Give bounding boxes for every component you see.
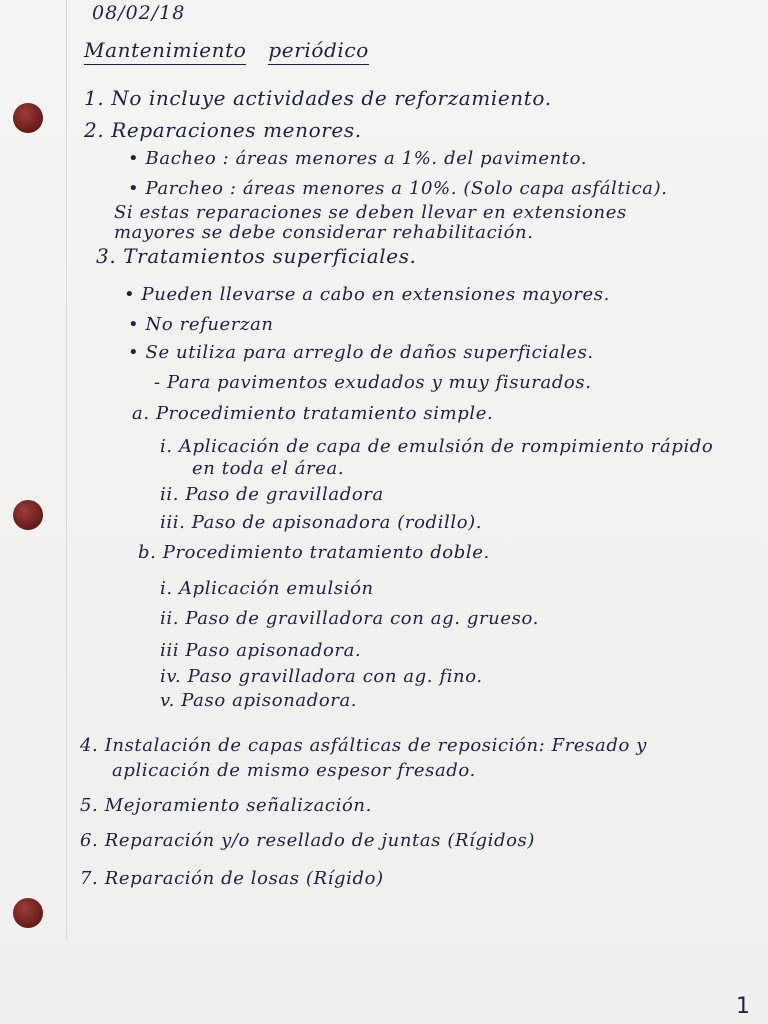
note-line: 6. Reparación y/o resellado de juntas (Rígidos)	[80, 830, 535, 851]
title-word: Mantenimiento	[84, 38, 246, 65]
margin-line	[66, 0, 67, 940]
note-line: ii. Paso de gravilladora con ag. grueso.	[160, 608, 539, 629]
page-number: 1	[736, 994, 750, 1019]
note-line: i. Aplicación de capa de emulsión de rompimiento rápido	[160, 436, 714, 457]
binder-hole	[13, 103, 43, 133]
note-line: • No refuerzan	[128, 314, 274, 335]
note-line: mayores se debe considerar rehabilitación.	[114, 222, 534, 243]
note-line: 5. Mejoramiento señalización.	[80, 795, 372, 816]
note-line: i. Aplicación emulsión	[160, 578, 374, 599]
date: 08/02/18	[92, 2, 186, 24]
note-line: 1. No incluye actividades de reforzamiento.	[84, 86, 552, 110]
note-line: iv. Paso gravilladora con ag. fino.	[160, 666, 483, 687]
title-word: periódico	[268, 38, 368, 65]
note-line: • Se utiliza para arreglo de daños superficiales.	[128, 342, 594, 363]
note-line: a. Procedimiento tratamiento simple.	[132, 403, 494, 424]
note-line: 7. Reparación de losas (Rígido)	[80, 868, 384, 889]
note-line: • Pueden llevarse a cabo en extensiones mayores.	[124, 284, 610, 305]
note-line: iii Paso apisonadora.	[160, 640, 362, 661]
note-line: 3. Tratamientos superficiales.	[96, 244, 417, 268]
note-line: en toda el área.	[192, 458, 345, 479]
page-title	[84, 38, 369, 62]
note-line: v. Paso apisonadora.	[160, 690, 358, 711]
note-line: iii. Paso de apisonadora (rodillo).	[160, 512, 483, 533]
note-line: 2. Reparaciones menores.	[84, 118, 362, 142]
note-line: b. Procedimiento tratamiento doble.	[138, 542, 490, 563]
binder-hole	[13, 898, 43, 928]
note-line: Si estas reparaciones se deben llevar en extensiones	[114, 202, 627, 223]
note-line: aplicación de mismo espesor fresado.	[112, 760, 476, 781]
binder-hole	[13, 500, 43, 530]
note-line: • Bacheo : áreas menores a 1%. del pavimento.	[128, 148, 588, 169]
note-line: 4. Instalación de capas asfálticas de reposición: Fresado y	[80, 735, 648, 756]
note-line: ii. Paso de gravilladora	[160, 484, 384, 505]
note-line: - Para pavimentos exudados y muy fisurados.	[154, 372, 592, 393]
note-line: • Parcheo : áreas menores a 10%. (Solo capa asfáltica).	[128, 178, 668, 199]
